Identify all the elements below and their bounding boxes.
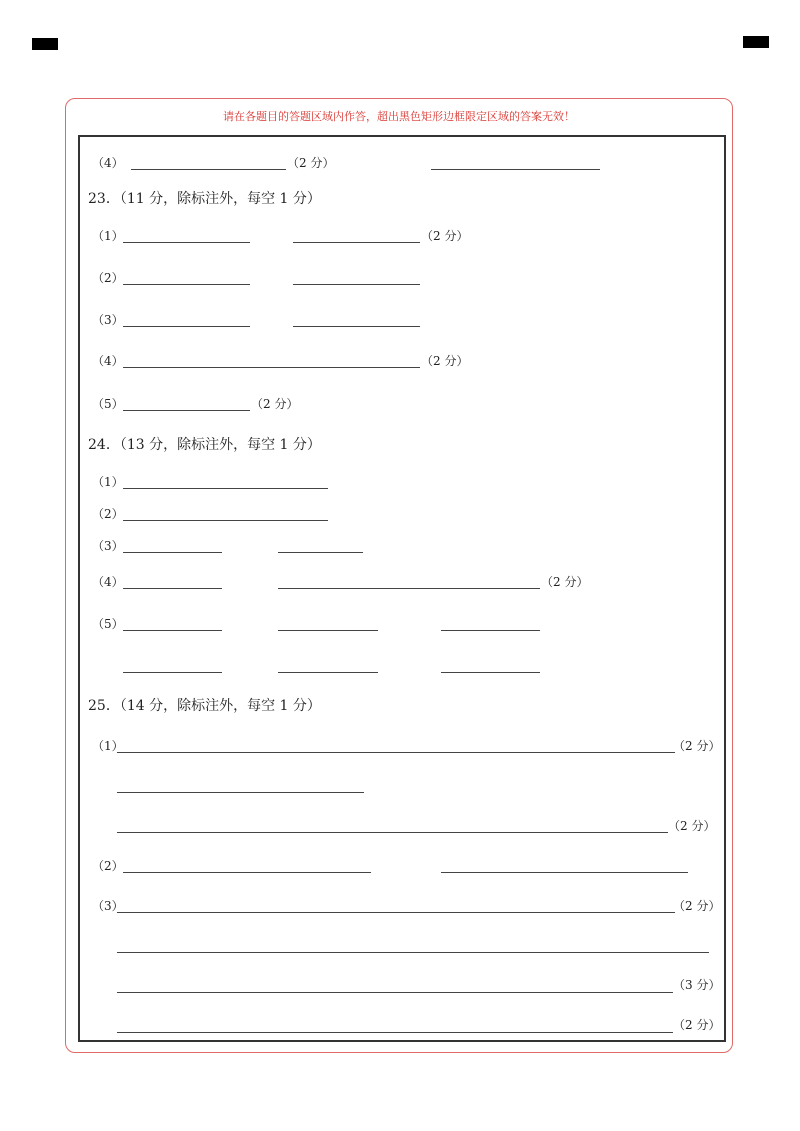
q23-item-4-score: （2 分） (421, 354, 469, 368)
q25-item-1-blank-1[interactable] (117, 752, 675, 753)
q24-item-2-label: （2） (92, 507, 124, 521)
q23-item-3-blank-2[interactable] (293, 326, 420, 327)
q24-item-4-score: （2 分） (541, 575, 589, 589)
q25-item-1-blank-3[interactable] (117, 832, 668, 833)
q24-item-4-blank-1[interactable] (123, 588, 222, 589)
q23-item-5-blank-1[interactable] (123, 410, 250, 411)
q25-item-1-score: （2 分） (673, 739, 721, 753)
q24-title: 24．（13 分，除标注外，每空 1 分） (88, 437, 321, 453)
q23-item-1-blank-2[interactable] (293, 242, 420, 243)
q24-item-5-blank-2[interactable] (278, 630, 378, 631)
q25-item-3-blank-2[interactable] (117, 952, 709, 953)
q23-item-3-label: （3） (92, 313, 124, 327)
q23-item-5-score: （2 分） (251, 397, 299, 411)
answer-area-notice: 请在各题目的答题区域内作答，超出黑色矩形边框限定区域的答案无效！ (223, 110, 575, 123)
q25-item-2-label: （2） (92, 859, 124, 873)
q25-item-1-blank-2[interactable] (117, 792, 364, 793)
q25-item-2-blank-2[interactable] (441, 872, 688, 873)
q25-item-3-blank-1[interactable] (117, 912, 675, 913)
q24-item-1-label: （1） (92, 475, 124, 489)
q23-item-1-blank-1[interactable] (123, 242, 250, 243)
q25-item-1-label: （1） (92, 739, 124, 753)
q23-item-3-blank-1[interactable] (123, 326, 250, 327)
q24-item-3-label: （3） (92, 539, 124, 553)
q23-item-1-label: （1） (92, 229, 124, 243)
q24-item-3-blank-2[interactable] (278, 552, 363, 553)
q24-item-5-blank-6[interactable] (441, 672, 540, 673)
q23-item-2-blank-2[interactable] (293, 284, 420, 285)
q24-item-1-blank-1[interactable] (123, 488, 328, 489)
q22-item-4-blank-2[interactable] (431, 169, 600, 170)
q25-item-2-blank-1[interactable] (123, 872, 371, 873)
q24-item-4-label: （4） (92, 575, 124, 589)
q23-item-2-blank-1[interactable] (123, 284, 250, 285)
q25-item-3-blank-4[interactable] (117, 1032, 673, 1033)
q25-title: 25．（14 分，除标注外，每空 1 分） (88, 698, 321, 714)
q25-item-3-blank-3[interactable] (117, 992, 673, 993)
q24-item-5-blank-4[interactable] (123, 672, 222, 673)
q23-item-5-label: （5） (92, 397, 124, 411)
q24-item-5-blank-3[interactable] (441, 630, 540, 631)
q22-item-4-label: （4） (92, 156, 124, 170)
q22-item-4-blank-1[interactable] (131, 169, 286, 170)
q24-item-5-blank-1[interactable] (123, 630, 222, 631)
q23-item-1-score: （2 分） (421, 229, 469, 243)
q23-item-4-blank-1[interactable] (123, 367, 420, 368)
q24-item-5-label: （5） (92, 617, 124, 631)
q25-item-3-score-2: （3 分） (673, 978, 721, 992)
q24-item-3-blank-1[interactable] (123, 552, 222, 553)
q23-item-4-label: （4） (92, 354, 124, 368)
q25-item-1-score-2: （2 分） (668, 819, 716, 833)
q22-item-4-score: （2 分） (287, 156, 335, 170)
q25-item-3-score-3: （2 分） (673, 1018, 721, 1032)
alignment-marker-left (32, 38, 58, 50)
q25-item-3-label: （3） (92, 899, 124, 913)
q24-item-2-blank-1[interactable] (123, 520, 328, 521)
q25-item-3-score: （2 分） (673, 899, 721, 913)
q24-item-5-blank-5[interactable] (278, 672, 378, 673)
alignment-marker-right (743, 36, 769, 48)
q23-title: 23．（11 分，除标注外，每空 1 分） (88, 191, 321, 207)
q23-item-2-label: （2） (92, 271, 124, 285)
q24-item-4-blank-2[interactable] (278, 588, 540, 589)
